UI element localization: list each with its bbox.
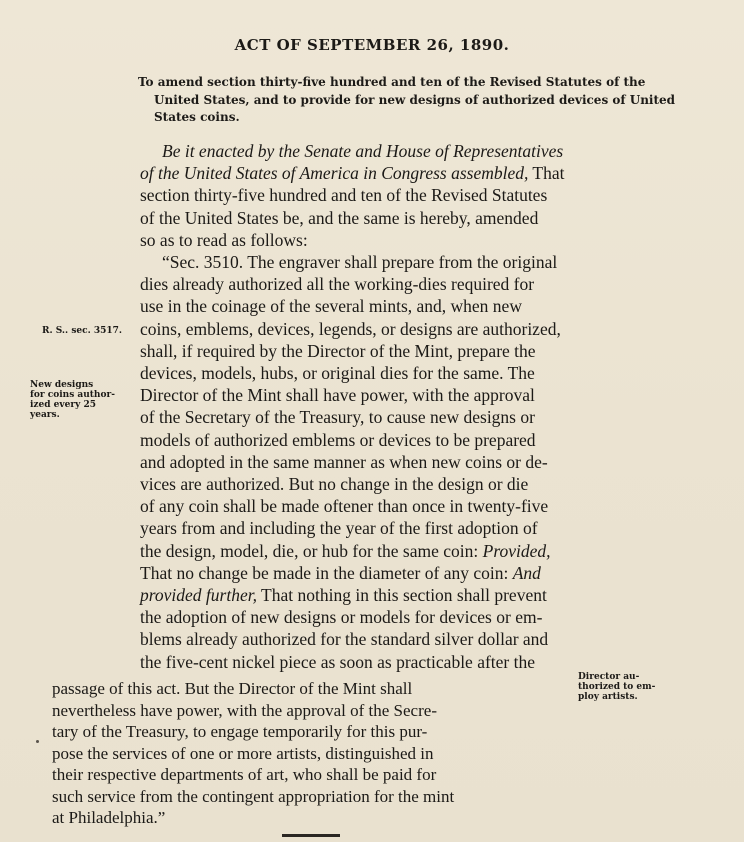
- body-line: years from and including the year of the first adoption of: [140, 518, 538, 539]
- purpose-line: States coins.: [154, 110, 240, 124]
- sidenote-line: ized every 25: [30, 400, 96, 410]
- italic-phrase: provided further,: [140, 585, 257, 606]
- body-line: passage of this act. But the Director of the Mint shall: [52, 679, 413, 698]
- body-line: the five-cent nickel piece as soon as practicable after the: [140, 651, 536, 672]
- body-line: blems already authorized for the standard silver dollar and: [140, 629, 549, 650]
- body-line: “Sec. 3510. The engraver shall prepare from the original: [162, 252, 558, 273]
- body-line: of the Secretary of the Treasury, to cause new designs or: [140, 407, 535, 428]
- act-body-continuation: [52, 678, 572, 829]
- closing-rule: [282, 834, 340, 837]
- print-speck: [36, 740, 39, 743]
- sidenote-new-designs: [30, 380, 138, 420]
- body-line: That no change be made in the diameter of any coin: And: [140, 562, 541, 583]
- body-line: devices, models, hubs, or original dies for the same. The: [140, 363, 535, 384]
- sidenote-revised-statutes: R. S.. sec. 3517.: [42, 326, 123, 336]
- body-line: pose the services of one or more artists, distinguished in: [52, 743, 434, 763]
- body-line: nevertheless have power, with the approval of the Secre-: [52, 700, 437, 720]
- sidenote-line: years.: [30, 410, 60, 420]
- body-line: dies already authorized all the working-dies required for: [140, 274, 535, 295]
- sidenote-line: New designs: [30, 380, 94, 390]
- act-title: ACT OF SEPTEMBER 26, 1890.: [234, 36, 510, 54]
- body-line: models of authorized emblems or devices to be prepared: [140, 429, 536, 450]
- sidenote-line: for coins author-: [30, 390, 115, 400]
- italic-phrase: Be it enacted by the Senate and House of Representatives: [162, 141, 564, 161]
- body-line: such service from the contingent appropriation for the mint: [52, 786, 455, 806]
- body-line: so as to read as follows:: [140, 229, 308, 250]
- body-line: of the United States be, and the same is hereby, amended: [140, 207, 539, 228]
- body-line: Director of the Mint shall have power, with the approval: [140, 385, 535, 406]
- provided-word: Provided,: [482, 540, 551, 561]
- body-line: coins, emblems, devices, legends, or designs are authorized,: [140, 318, 561, 339]
- body-line: [140, 140, 688, 162]
- purpose-line: United States, and to provide for new designs of authorized devices of United: [154, 92, 676, 107]
- sidenote-line: thorized to em-: [578, 682, 656, 692]
- sidenote-line: ploy artists.: [578, 692, 638, 702]
- body-line: tary of the Treasury, to engage temporarily for this pur-: [52, 722, 428, 741]
- body-line: at Philadelphia.”: [52, 808, 166, 827]
- act-body: [140, 140, 688, 673]
- sidenote-line: Director au-: [578, 672, 640, 682]
- body-line: the adoption of new designs or models for devices or em-: [140, 607, 543, 628]
- body-line: their respective departments of art, who shall be paid for: [52, 765, 437, 784]
- body-line: use in the coinage of the several mints, and, when new: [140, 296, 522, 317]
- act-purpose: [138, 74, 698, 127]
- body-line: the design, model, die, or hub for the same coin: Provided,: [140, 540, 551, 561]
- sidenote-director-artists: [578, 672, 688, 702]
- italic-phrase: of the United States of America in Congress assembled,: [140, 163, 529, 184]
- and-word: And: [512, 562, 541, 583]
- body-line: provided further, That nothing in this section shall prevent: [140, 585, 547, 606]
- body-line: and adopted in the same manner as when new coins or de-: [140, 451, 548, 472]
- body-line: of any coin shall be made oftener than once in twenty-five: [140, 496, 549, 517]
- purpose-line: To amend section thirty-five hundred and ten of the Revised Statutes of the: [138, 75, 646, 89]
- body-line: shall, if required by the Director of the Mint, prepare the: [140, 340, 536, 361]
- body-line: vices are authorized. But no change in the design or die: [140, 474, 529, 495]
- body-line: of the United States of America in Congress assembled, That: [140, 163, 565, 184]
- body-line: section thirty-five hundred and ten of the Revised Statutes: [140, 185, 548, 206]
